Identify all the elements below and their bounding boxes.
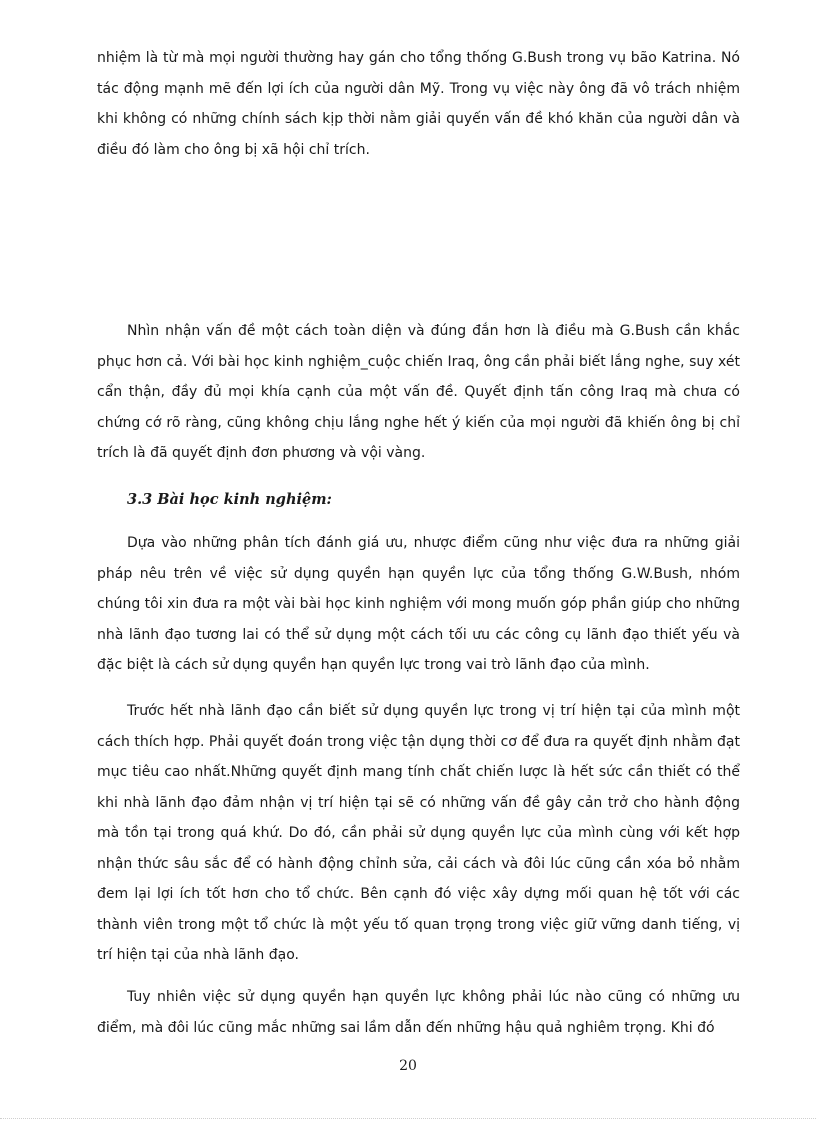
section-heading: 3.3 Bài học kinh nghiệm: xyxy=(127,491,332,508)
page-bottom-divider xyxy=(0,1118,816,1119)
paragraph-iraq: Nhìn nhận vấn đề một cách toàn diện và đúng đắn hơn là điều mà G.Bush cần khắc phục hơn cả. Với bài học kinh nghiệm_cuộc chiến Iraq, ông cần phải biết lắng nghe, suy xét cẩn thận, đầy đủ mọi khía cạnh của một vấn đề. Quyết định tấn công Iraq mà chưa có chứng cớ rõ ràng, cũng không chịu lắng nghe hết ý kiến của mọi người đã khiến ông bị chỉ trích là đã quyết định đơn phương và vội vàng. xyxy=(97,323,740,461)
paragraph-leader-power: Trước hết nhà lãnh đạo cần biết sử dụng quyền lực trong vị trí hiện tại của mình một cách thích hợp. Phải quyết đoán trong việc tận dụng thời cơ để đưa ra quyết định nhằm đạt mục tiêu cao nhất.Những quyết định mang tính chất chiến lược là hết sức cần thiết có thể khi nhà lãnh đạo đảm nhận vị trí hiện tại sẽ có những vấn đề gây cản trở cho hành động mà tồn tại trong quá khứ. Do đó, cần phải sử dụng quyền lực của mình cùng với kết hợp nhận thức sâu sắc để có hành động chỉnh sửa, cải cách và đôi lúc cũng cần xóa bỏ nhằm đem lại lợi ích tốt hơn cho tổ chức. Bên cạnh đó việc xây dựng mối quan hệ tốt với các thành viên trong một tổ chức là một yếu tố quan trọng trong việc giữ vững danh tiếng, vị trí hiện tại của nhà lãnh đạo. xyxy=(97,703,740,963)
page-number: 20 xyxy=(399,1058,417,1074)
paragraph-lessons-intro: Dựa vào những phân tích đánh giá ưu, nhược điểm cũng như việc đưa ra những giải pháp nêu trên về việc sử dụng quyền hạn quyền lực của tổng thống G.W.Bush, nhóm chúng tôi xin đưa ra một vài bài học kinh nghiệm với mong muốn góp phần giúp cho những nhà lãnh đạo tương lai có thể sử dụng một cách tối ưu các công cụ lãnh đạo thiết yếu và đặc biệt là cách sử dụng quyền hạn quyền lực trong vai trò lãnh đạo của mình. xyxy=(97,535,740,673)
paragraph-power-mistakes: Tuy nhiên việc sử dụng quyền hạn quyền lực không phải lúc nào cũng có những ưu điểm, mà đôi lúc cũng mắc những sai lầm dẫn đến những hậu quả nghiêm trọng. Khi đó xyxy=(97,989,740,1036)
paragraph-katrina: nhiệm là từ mà mọi người thường hay gán cho tổng thống G.Bush trong vụ bão Katrina. Nó tác động mạnh mẽ đến lợi ích của người dân Mỹ. Trong vụ việc này ông đã vô trách nhiệm khi không có những chính sách kịp thời nằm giải quyến vấn đề khó khăn của người dân và điều đó làm cho ông bị xã hội chỉ trích. xyxy=(97,50,740,158)
